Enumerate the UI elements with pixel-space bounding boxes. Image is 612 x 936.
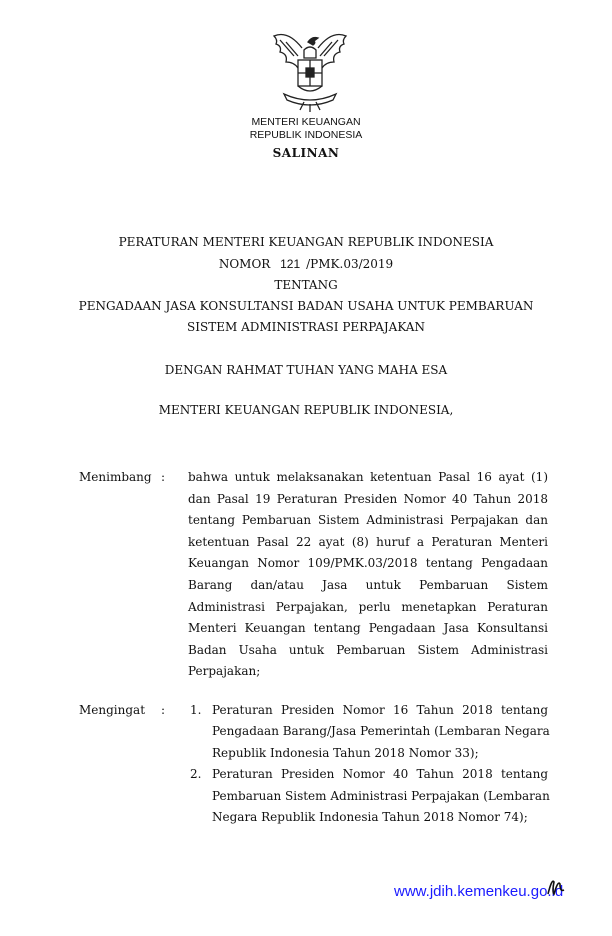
- nomor-value: 121: [280, 257, 301, 271]
- menimbang-line: Badan Usaha untuk Pembaruan Sistem Administrasi: [188, 642, 548, 657]
- menimbang-line: tentang Pembaruan Sistem Administrasi Perpajakan dan: [188, 513, 548, 528]
- menimbang-line: Keuangan Nomor 109/PMK.03/2018 tentang Pengadaan: [188, 556, 548, 571]
- letterhead-line-1: MENTERI KEUANGAN: [251, 116, 361, 128]
- menimbang-line: Administrasi Perpajakan, perlu menetapkan Peraturan: [188, 599, 548, 614]
- menimbang-label: Menimbang: [79, 470, 152, 484]
- mengingat-item-number: 2.: [190, 767, 202, 782]
- invocation: DENGAN RAHMAT TUHAN YANG MAHA ESA: [164, 363, 448, 377]
- menimbang-line: dan Pasal 19 Peraturan Presiden Nomor 40 Tahun 2018: [188, 491, 548, 506]
- paraf-signature-icon: [544, 876, 570, 900]
- menimbang-line: bahwa untuk melaksanakan ketentuan Pasal 16 ayat (1): [188, 470, 548, 484]
- mengingat-item-line: Pengadaan Barang/Jasa Pemerintah (Lembaran Negara: [212, 724, 550, 739]
- garuda-emblem-icon: [268, 28, 352, 114]
- regulation-heading: PERATURAN MENTERI KEUANGAN REPUBLIK INDONESIA: [118, 235, 494, 249]
- regulation-number: [0, 257, 612, 271]
- tentang-label: TENTANG: [274, 278, 338, 292]
- mengingat-label: Mengingat: [79, 703, 146, 717]
- menimbang-line: Barang dan/atau Jasa untuk Pembaruan Sistem: [188, 578, 548, 592]
- jdih-website-link[interactable]: www.jdih.kemenkeu.go.id: [394, 883, 564, 900]
- menimbang-line: ketentuan Pasal 22 ayat (8) huruf a Peraturan Menteri: [188, 534, 548, 549]
- menimbang-line: Perpajakan;: [188, 664, 261, 679]
- mengingat-item-line: Peraturan Presiden Nomor 16 Tahun 2018 tentang: [212, 703, 548, 717]
- mengingat-item-line: Peraturan Presiden Nomor 40 Tahun 2018 tentang: [212, 767, 548, 782]
- mengingat-item-number: 1.: [190, 703, 202, 717]
- mengingat-item-line: Pembaruan Sistem Administrasi Perpajakan (Lembaran: [212, 788, 550, 803]
- subject-line-1: PENGADAAN JASA KONSULTANSI BADAN USAHA UNTUK PEMBARUAN: [78, 299, 534, 313]
- authority: MENTERI KEUANGAN REPUBLIK INDONESIA,: [158, 403, 454, 417]
- mengingat-colon: :: [161, 703, 166, 717]
- menimbang-line: Menteri Keuangan tentang Pengadaan Jasa Konsultansi: [188, 621, 548, 636]
- subject-line-2: SISTEM ADMINISTRASI PERPAJAKAN: [187, 320, 425, 334]
- nomor-label: NOMOR: [218, 257, 271, 271]
- menimbang-colon: :: [161, 470, 166, 484]
- salinan-stamp: SALINAN: [272, 146, 340, 160]
- mengingat-item-line: Negara Republik Indonesia Tahun 2018 Nomor 74);: [212, 810, 528, 824]
- nomor-suffix: /PMK.03/2019: [306, 257, 394, 271]
- letterhead-line-2: REPUBLIK INDONESIA: [249, 129, 363, 141]
- mengingat-item-line: Republik Indonesia Tahun 2018 Nomor 33);: [212, 745, 479, 760]
